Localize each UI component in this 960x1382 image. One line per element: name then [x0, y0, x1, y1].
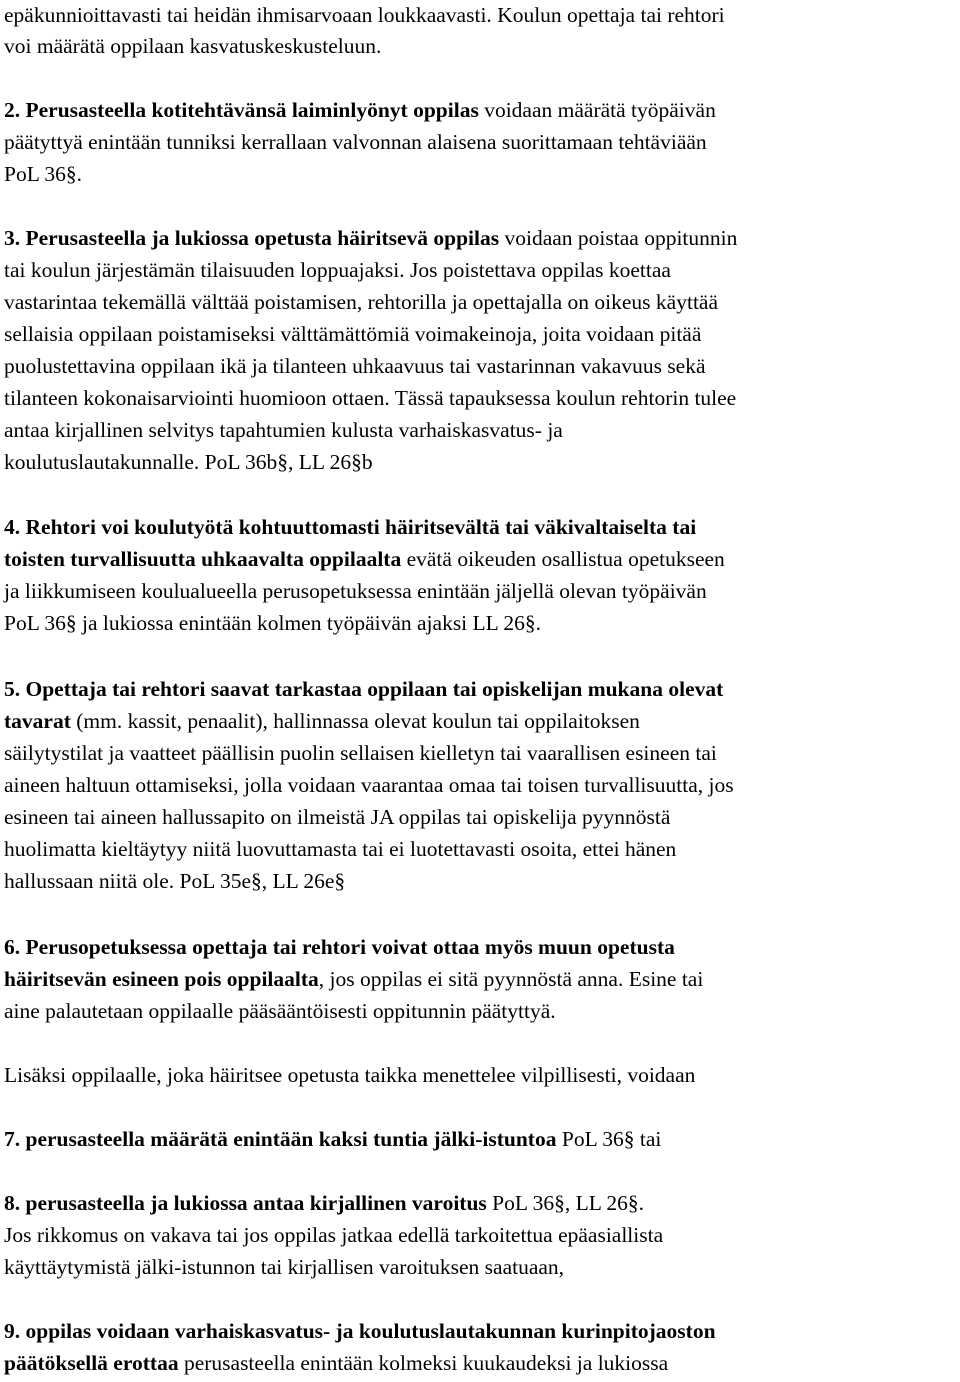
- text-segment: voi määrätä oppilaan kasvatuskeskusteluun.: [4, 34, 382, 58]
- text-segment: tilanteen kokonaisarviointi huomioon ottaen. Tässä tapauksessa koulun rehtorin tulee: [4, 386, 737, 410]
- text-line: [4, 1126, 661, 1153]
- text-segment: sellaisia oppilaan poistamiseksi välttämättömiä voimakeinoja, joita voidaan pitää: [4, 322, 702, 346]
- text-segment: PoL 36§.: [4, 162, 83, 186]
- text-segment: Lisäksi oppilaalle, joka häiritsee opetusta taikka menettelee vilpillisesti, voidaan: [4, 1063, 696, 1087]
- text-line: [4, 289, 718, 316]
- bold-text-segment: häiritsevän esineen pois oppilaalta: [4, 967, 319, 991]
- text-segment: koulutuslautakunnalle. PoL 36b§, LL 26§b: [4, 450, 373, 474]
- text-segment: voidaan määrätä työpäivän: [478, 98, 716, 122]
- text-line: [4, 417, 563, 444]
- text-line: [4, 804, 670, 831]
- text-line: [4, 449, 373, 476]
- text-segment: PoL 36§, LL 26§.: [486, 1191, 645, 1215]
- bold-text-segment: 4. Rehtori voi koulutyötä kohtuuttomasti häiritsevältä tai väkivaltaiselta tai: [4, 515, 697, 539]
- text-line: [4, 1190, 644, 1217]
- text-line: [4, 610, 541, 637]
- text-segment: esineen tai aineen hallussapito on ilmeistä JA oppilas tai opiskelija pyynnöstä: [4, 805, 671, 829]
- bold-text-segment: 8. perusasteella ja lukiossa antaa kirjallinen varoitus: [4, 1191, 487, 1215]
- text-line: [4, 353, 706, 380]
- text-segment: voidaan poistaa oppitunnin: [499, 226, 738, 250]
- text-segment: ja liikkumiseen koulualueella perusopetuksessa enintään jäljellä olevan työpäivän: [4, 579, 707, 603]
- text-segment: Jos rikkomus on vakava tai jos oppilas jatkaa edellä tarkoitettua epäasiallista: [4, 1223, 664, 1247]
- text-segment: evätä oikeuden osallistua opetukseen: [401, 547, 725, 571]
- text-line: [4, 1222, 663, 1249]
- text-segment: hallussaan niitä ole. PoL 35e§, LL 26e§: [4, 869, 346, 893]
- text-line: [4, 2, 725, 29]
- text-segment: perusasteella enintään kolmeksi kuukaudeksi ja lukiossa: [178, 1351, 669, 1375]
- text-line: [4, 676, 723, 703]
- text-line: [4, 514, 696, 541]
- text-segment: , jos oppilas ei sitä pyynnöstä anna. Esine tai: [318, 967, 704, 991]
- text-line: [4, 97, 716, 124]
- bold-text-segment: toisten turvallisuutta uhkaavalta oppilaalta: [4, 547, 402, 571]
- bold-text-segment: 3. Perusasteella ja lukiossa opetusta häiritsevä oppilas: [4, 226, 500, 250]
- text-segment: puolustettavina oppilaan ikä ja tilanteen uhkaavuus tai vastarinnan vakavuus sekä: [4, 354, 706, 378]
- text-line: [4, 321, 701, 348]
- text-segment: antaa kirjallinen selvitys tapahtumien kulusta varhaiskasvatus- ja: [4, 418, 563, 442]
- bold-text-segment: 9. oppilas voidaan varhaiskasvatus- ja koulutuslautakunnan kurinpitojaoston: [4, 1319, 716, 1343]
- text-line: [4, 740, 717, 767]
- text-line: [4, 257, 671, 284]
- text-segment: aineen haltuun ottamiseksi, jolla voidaan vaarantaa omaa tai toisen turvallisuutta, jos: [4, 773, 734, 797]
- text-line: [4, 966, 703, 993]
- bold-text-segment: 2. Perusasteella kotitehtävänsä laiminlyönyt oppilas: [4, 98, 479, 122]
- text-segment: säilytystilat ja vaatteet päällisin puolin sellaisen kielletyn tai vaarallisen esineen tai: [4, 741, 717, 765]
- text-line: [4, 772, 734, 799]
- text-line: [4, 33, 381, 60]
- text-segment: aine palautetaan oppilaalle pääsääntöisesti oppitunnin päätyttyä.: [4, 999, 556, 1023]
- bold-text-segment: tavarat: [4, 709, 71, 733]
- text-segment: päätyttyä enintään tunniksi kerrallaan valvonnan alaisena suorittamaan tehtäviään: [4, 130, 707, 154]
- text-line: [4, 998, 556, 1025]
- text-line: [4, 868, 345, 895]
- text-line: [4, 129, 707, 156]
- text-line: [4, 225, 737, 252]
- text-segment: PoL 36§ ja lukiossa enintään kolmen työpäivän ajaksi LL 26§.: [4, 611, 541, 635]
- text-segment: vastarintaa tekemällä välttää poistamisen, rehtorilla ja opettajalla on oikeus käyttää: [4, 290, 719, 314]
- bold-text-segment: 6. Perusopetuksessa opettaja tai rehtori voivat ottaa myös muun opetusta: [4, 935, 675, 959]
- text-segment: epäkunnioittavasti tai heidän ihmisarvoaan loukkaavasti. Koulun opettaja tai rehtori: [4, 3, 725, 27]
- text-line: [4, 385, 736, 412]
- text-line: [4, 934, 675, 961]
- bold-text-segment: päätöksellä erottaa: [4, 1351, 179, 1375]
- text-segment: PoL 36§ tai: [556, 1127, 662, 1151]
- text-segment: tai koulun järjestämän tilaisuuden loppuajaksi. Jos poistettava oppilas koettaa: [4, 258, 671, 282]
- text-line: [4, 1318, 716, 1345]
- text-line: [4, 836, 676, 863]
- text-line: [4, 546, 725, 573]
- text-line: [4, 1254, 564, 1281]
- bold-text-segment: 7. perusasteella määrätä enintään kaksi tuntia jälki-istuntoa: [4, 1127, 557, 1151]
- text-line: [4, 1350, 668, 1377]
- text-segment: (mm. kassit, penaalit), hallinnassa olevat koulun tai oppilaitoksen: [70, 709, 640, 733]
- text-line: [4, 161, 82, 188]
- text-line: [4, 708, 640, 735]
- text-line: [4, 578, 707, 605]
- text-segment: käyttäytymistä jälki-istunnon tai kirjallisen varoituksen saatuaan,: [4, 1255, 565, 1279]
- text-line: [4, 1062, 695, 1089]
- text-segment: huolimatta kieltäytyy niitä luovuttamasta tai ei luotettavasti osoita, ettei hänen: [4, 837, 677, 861]
- bold-text-segment: 5. Opettaja tai rehtori saavat tarkastaa oppilaan tai opiskelijan mukana olevat: [4, 677, 724, 701]
